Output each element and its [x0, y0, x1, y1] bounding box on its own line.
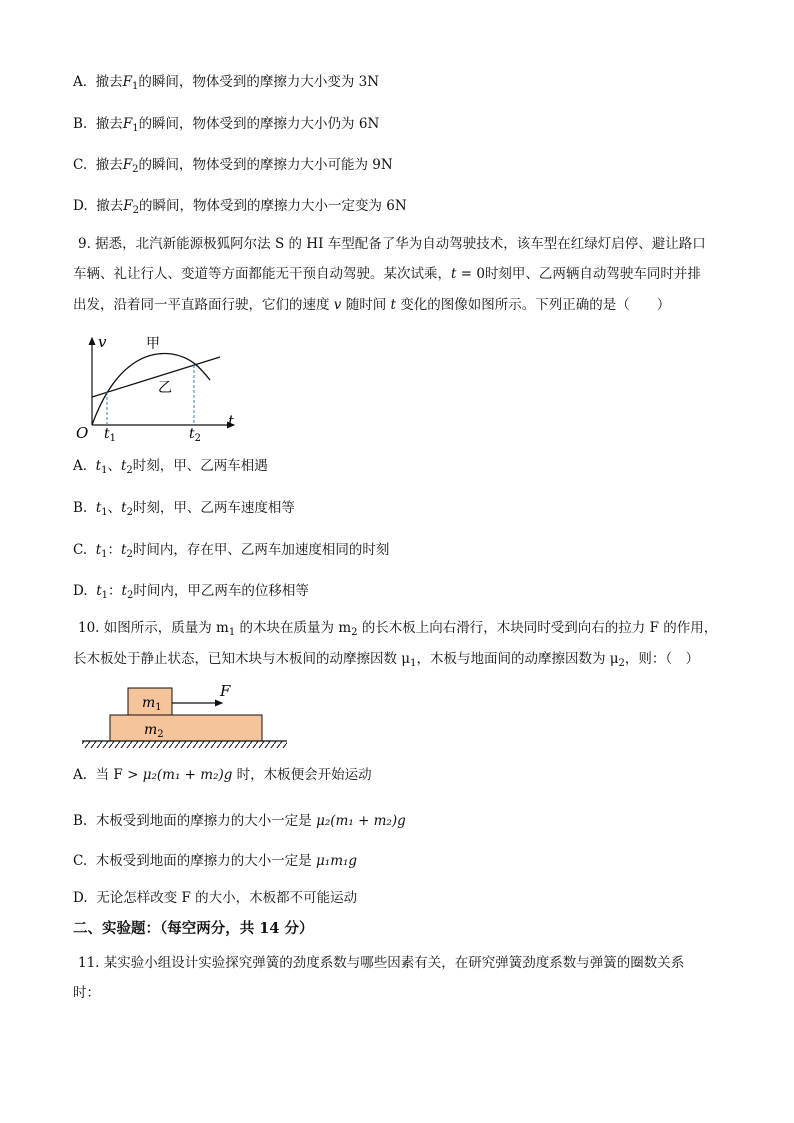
q9-option-b: [73, 498, 295, 523]
stem-text: 变化的图像如图所示。下列正确的是（ ）: [395, 297, 671, 313]
var-t: t: [121, 542, 127, 558]
var-t: t: [96, 583, 102, 599]
tick-t2-var: t: [189, 426, 195, 442]
subscript: 1: [132, 81, 139, 92]
option-text: 木板受到地面的摩擦力的大小一定是: [95, 813, 317, 829]
option-letter: A.: [73, 458, 88, 474]
q10-option-b: [73, 811, 406, 831]
var-t: t: [121, 500, 127, 516]
separator: 、: [107, 500, 122, 516]
q10-option-c: [73, 851, 357, 871]
subscript: 2: [126, 465, 133, 476]
stem-text: ，木板与地面间的动摩擦因数为 μ: [416, 651, 619, 667]
option-letter: C.: [73, 157, 88, 173]
option-text: 的瞬间，物体受到的摩擦力大小仍为 6N: [138, 116, 380, 132]
label-yi: 乙: [158, 380, 172, 396]
option-letter: B.: [73, 116, 88, 132]
subscript: 2: [132, 164, 139, 175]
option-text: 的瞬间，物体受到的摩擦力大小可能为 9N: [138, 157, 393, 173]
label-jia: 甲: [146, 336, 160, 352]
var-t: t: [390, 297, 396, 313]
option-letter: B.: [73, 500, 88, 516]
tick-t2: [189, 426, 201, 444]
stem-text: 长木板处于静止状态，已知木块与木板间的动摩擦因数 μ: [73, 651, 411, 667]
q11-stem-line2: 时：: [73, 985, 100, 1001]
option-text: 时刻，甲、乙两车相遇: [132, 458, 268, 474]
tick-t1-sub: 1: [109, 433, 117, 444]
option-text: 时间内，存在甲、乙两车加速度相同的时刻: [132, 542, 390, 558]
var-v: v: [333, 297, 342, 313]
section-heading: 二、实验题：（每空两分，共 14 分）: [73, 920, 314, 937]
subscript: 1: [101, 590, 109, 601]
q9-option-a: [73, 456, 268, 481]
q9-stem-line2: [73, 264, 701, 284]
board-m2: [110, 715, 262, 741]
q9-stem-line3: [73, 295, 670, 315]
subscript: 2: [126, 549, 133, 560]
option-text: 无论怎样改变 F 的大小，木板都不可能运动: [96, 890, 358, 906]
q8-option-a: [73, 72, 379, 97]
subscript: 1: [101, 549, 108, 560]
force-symbol: F: [122, 116, 133, 132]
option-letter: D.: [73, 583, 88, 599]
option-letter: C.: [73, 542, 88, 558]
q8-option-c: [73, 155, 393, 180]
subscript: 1: [101, 465, 108, 476]
stem-text: 时刻甲、乙两辆自动驾驶车同时并排: [484, 266, 701, 282]
subscript: 2: [126, 590, 134, 601]
option-text: 时刻，甲、乙两车速度相等: [132, 500, 295, 516]
var-t: t: [95, 500, 102, 516]
q9-option-d: [73, 581, 309, 606]
var-t: t: [95, 458, 102, 474]
option-text: 当 F >: [95, 767, 143, 783]
option-text: 的瞬间，物体受到的摩擦力大小变为 3N: [138, 74, 380, 90]
q11-stem-line1: 11. 某实验小组设计实验探究弹簧的劲度系数与哪些因素有关，在研究弹簧劲度系数与弹簧的圈数关系: [78, 955, 685, 971]
tick-t1-var: t: [104, 426, 110, 442]
force-symbol: F: [122, 157, 133, 173]
option-letter: D.: [73, 198, 88, 214]
stem-text: 随时间: [341, 297, 391, 313]
q10-option-d: [73, 888, 357, 908]
stem-text: ，则：（ ）: [624, 651, 700, 667]
option-text: 撤去: [95, 74, 123, 90]
line-yi: [92, 357, 220, 397]
q10-block-board-figure: [82, 680, 287, 750]
option-text: 的瞬间，物体受到的摩擦力大小一定变为 6N: [138, 198, 407, 214]
stem-text: 10. 如图所示，质量为 m: [78, 620, 229, 636]
tick-t2-sub: 2: [194, 433, 202, 444]
stem-text: 的木块在质量为 m: [235, 620, 352, 636]
var-t: t: [120, 458, 127, 474]
q9-stem-line1: 9. 据悉，北汽新能源极狐阿尔法 S 的 HI 车型配备了华为自动驾驶技术，该车型在红绿灯启停、避让路口: [78, 236, 706, 252]
stem-text: 的长木板上向右滑行，木块同时受到向右的拉力 F 的作用，: [357, 620, 718, 636]
force-symbol: F: [122, 74, 133, 90]
origin-label: O: [76, 424, 89, 442]
q8-option-d: [73, 196, 407, 221]
stem-text: 出发，沿着同一平直路面行驶，它们的速度: [73, 297, 334, 313]
stem-text: = 0: [456, 266, 485, 282]
axis-label-t: t: [228, 412, 235, 430]
formula: μ₂(m₁ + m₂)g: [142, 767, 233, 783]
force-symbol: F: [123, 198, 133, 214]
var-t: t: [95, 542, 102, 558]
axis-label-v: v: [98, 333, 107, 351]
subscript: 1: [410, 658, 417, 669]
subscript: 2: [618, 658, 625, 669]
option-letter: A.: [73, 74, 88, 90]
option-letter: D.: [73, 890, 88, 906]
var-t: t: [451, 266, 457, 282]
q8-option-b: [73, 114, 379, 139]
option-text: 撤去: [95, 157, 123, 173]
subscript: 2: [132, 205, 139, 216]
option-text: 时，木板便会开始运动: [232, 767, 372, 783]
var-t: t: [121, 583, 127, 599]
subscript: 1: [228, 627, 236, 638]
ground-hatching: [82, 741, 287, 748]
subscript: 1: [132, 123, 139, 134]
subscript: 1: [101, 507, 108, 518]
q9-option-c: [73, 540, 389, 565]
q10-option-a: [73, 765, 372, 785]
option-text: 撤去: [96, 198, 124, 214]
q10-stem-line2: [73, 649, 699, 674]
curve-jia: [92, 354, 210, 425]
board-var: m: [144, 722, 158, 738]
option-letter: A.: [73, 767, 88, 783]
separator: ：: [107, 542, 122, 558]
q9-vt-graph: [72, 330, 252, 445]
subscript: 2: [126, 507, 133, 518]
formula: μ₂(m₁ + m₂)g: [316, 813, 406, 829]
option-text: 时间内，甲乙两车的位移相等: [133, 583, 309, 599]
option-letter: C.: [73, 853, 88, 869]
block-sub: 1: [155, 702, 162, 713]
option-text: 木板受到地面的摩擦力的大小一定是: [95, 853, 317, 869]
subscript: 2: [351, 627, 358, 638]
force-label: F: [220, 682, 231, 700]
tick-t1: [104, 426, 116, 444]
separator: ：: [108, 583, 122, 599]
separator: 、: [107, 458, 121, 474]
stem-text: 车辆、礼让行人、变道等方面都能无干预自动驾驶。某次试乘，: [73, 266, 451, 282]
board-sub: 2: [157, 729, 164, 740]
formula: μ₁m₁g: [316, 853, 358, 869]
option-text: 撤去: [95, 116, 123, 132]
q10-stem-line1: [78, 618, 717, 643]
option-letter: B.: [73, 813, 88, 829]
block-var: m: [142, 695, 156, 711]
